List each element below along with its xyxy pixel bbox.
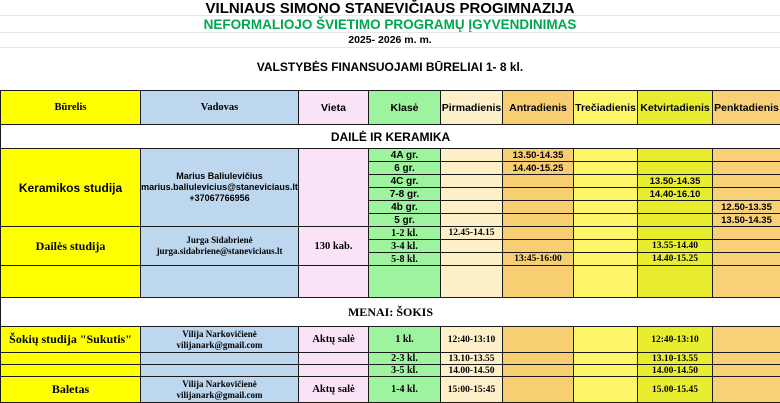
club-name-cell: Keramikos studija [1, 149, 141, 227]
time-cell-penktadienis [713, 240, 780, 253]
time-cell-pirmadienis [441, 240, 503, 253]
time-cell-antradienis: 14.40-15.25 [503, 162, 574, 175]
empty-place-cell [299, 365, 369, 377]
time-cell-penktadienis [713, 365, 780, 377]
leader-name: Vilija Narkovičienė [141, 379, 298, 390]
time-cell-ketvirtadienis: 14.40-16.10 [638, 188, 713, 201]
time-cell-treciadienis [574, 253, 638, 266]
time-cell-penktadienis: 12.50-13.35 [713, 201, 780, 214]
class-cell: 4A gr. [369, 149, 441, 162]
leader-name: Marius Baliulevičius [141, 171, 298, 182]
place-cell: Aktų salė [299, 377, 369, 403]
spacer-cell-klase [369, 266, 441, 298]
time-cell-antradienis [503, 377, 574, 403]
time-cell-pirmadienis: 13.10-13.55 [441, 353, 503, 365]
time-cell-penktadienis [713, 162, 780, 175]
section-title: DAILĖ IR KERAMIKA [1, 125, 780, 149]
class-cell: 2-3 kl. [369, 353, 441, 365]
column-header-vadovas: Vadovas [141, 91, 299, 125]
time-cell-treciadienis [574, 377, 638, 403]
time-cell-ketvirtadienis: 15.00-15.45 [638, 377, 713, 403]
time-cell-pirmadienis: 12.45-14.15 [441, 227, 503, 240]
column-header-penktadienis: Penktadienis [713, 91, 780, 125]
time-cell-ketvirtadienis [638, 227, 713, 240]
leader-cell [141, 227, 299, 266]
time-cell-treciadienis [574, 175, 638, 188]
class-cell: 3-5 kl. [369, 365, 441, 377]
class-cell: 5-8 kl. [369, 253, 441, 266]
column-header-treciadienis: Trečiadienis [574, 91, 638, 125]
spacer-cell-vadovas [141, 266, 299, 298]
time-cell-antradienis: 13.50-14.35 [503, 149, 574, 162]
time-cell-ketvirtadienis [638, 162, 713, 175]
leader-email: marius.baliulevicius@staneviciaus.lt [141, 182, 298, 193]
time-cell-treciadienis [574, 327, 638, 353]
time-cell-treciadienis [574, 365, 638, 377]
leader-email: vilijanark@gmail.com [141, 390, 298, 401]
time-cell-ketvirtadienis: 13.50-14.35 [638, 175, 713, 188]
time-cell-pirmadienis: 12:40-13:10 [441, 327, 503, 353]
time-cell-treciadienis [574, 162, 638, 175]
program-subtitle: NEFORMALIOJO ŠVIETIMO PROGRAMŲ ĮGYVENDINIMAS [0, 16, 780, 33]
time-cell-pirmadienis [441, 175, 503, 188]
school-title: VILNIAUS SIMONO STANEVIČIAUS PROGIMNAZIJA [0, 0, 780, 16]
leader-email: vilijanark@gmail.com [141, 340, 298, 351]
spacer-cell-pirmadienis [441, 266, 503, 298]
leader-cell [141, 149, 299, 227]
schedule-row [1, 327, 780, 353]
section-title: MENAI: ŠOKIS [1, 298, 780, 327]
time-cell-treciadienis [574, 149, 638, 162]
spacer-row [1, 266, 780, 298]
time-cell-antradienis [503, 175, 574, 188]
empty-place-cell [299, 353, 369, 365]
schedule-row [1, 227, 780, 240]
time-cell-penktadienis [713, 227, 780, 240]
section-title-row [1, 125, 780, 149]
class-cell: 7-8 gr. [369, 188, 441, 201]
column-header-ketvirtadienis: Ketvirtadienis [638, 91, 713, 125]
time-cell-pirmadienis [441, 214, 503, 227]
schedule-row [1, 353, 780, 365]
time-cell-penktadienis [713, 327, 780, 353]
time-cell-ketvirtadienis [638, 201, 713, 214]
class-cell: 5 gr. [369, 214, 441, 227]
leader-phone: +37067766956 [141, 193, 298, 204]
empty-club-cell [1, 353, 141, 365]
time-cell-antradienis [503, 327, 574, 353]
school-year: 2025- 2026 m. m. [0, 33, 780, 48]
spacer-cell-treciadienis [574, 266, 638, 298]
time-cell-ketvirtadienis: 14.40-15.25 [638, 253, 713, 266]
place-cell: Aktų salė [299, 327, 369, 353]
time-cell-antradienis [503, 201, 574, 214]
club-name-cell: Baletas [1, 377, 141, 403]
leader-name: Vilija Narkovičienė [141, 329, 298, 340]
column-header-vieta: Vieta [299, 91, 369, 125]
time-cell-penktadienis [713, 175, 780, 188]
column-header-klase: Klasė [369, 91, 441, 125]
time-cell-pirmadienis [441, 188, 503, 201]
leader-cell [141, 327, 299, 353]
time-cell-antradienis: 13:45-16:00 [503, 253, 574, 266]
club-name-cell: Šokių studija "Sukutis" [1, 327, 141, 353]
table-header-row [1, 91, 780, 125]
time-cell-pirmadienis [441, 253, 503, 266]
class-cell: 6 gr. [369, 162, 441, 175]
leader-name: Jurga Sidabrienė [141, 235, 298, 246]
spacer [0, 48, 780, 58]
club-name-cell: Dailės studija [1, 227, 141, 266]
place-cell: 130 kab. [299, 227, 369, 266]
time-cell-ketvirtadienis [638, 149, 713, 162]
schedule-row [1, 377, 780, 403]
time-cell-penktadienis [713, 377, 780, 403]
spacer-cell-vieta [299, 266, 369, 298]
time-cell-pirmadienis [441, 149, 503, 162]
time-cell-ketvirtadienis: 14.00-14.50 [638, 365, 713, 377]
time-cell-penktadienis: 13.50-14.35 [713, 214, 780, 227]
place-cell [299, 149, 369, 227]
time-cell-penktadienis [713, 253, 780, 266]
time-cell-pirmadienis: 15:00-15:45 [441, 377, 503, 403]
leader-email: jurga.sidabriene@staneviciaus.lt [141, 246, 298, 257]
time-cell-antradienis [503, 240, 574, 253]
time-cell-pirmadienis: 14.00-14.50 [441, 365, 503, 377]
class-cell: 1-2 kl. [369, 227, 441, 240]
schedule-table [0, 90, 780, 403]
time-cell-penktadienis [713, 149, 780, 162]
time-cell-ketvirtadienis: 13.10-13.55 [638, 353, 713, 365]
time-cell-antradienis [503, 188, 574, 201]
time-cell-treciadienis [574, 188, 638, 201]
time-cell-treciadienis [574, 353, 638, 365]
spacer [0, 76, 780, 90]
time-cell-antradienis [503, 353, 574, 365]
column-header-pirmadienis: Pirmadienis [441, 91, 503, 125]
time-cell-ketvirtadienis: 12:40-13:10 [638, 327, 713, 353]
class-cell: 1 kl. [369, 327, 441, 353]
empty-club-cell [1, 365, 141, 377]
time-cell-penktadienis [713, 353, 780, 365]
time-cell-treciadienis [574, 240, 638, 253]
time-cell-pirmadienis [441, 162, 503, 175]
schedule-row [1, 149, 780, 162]
empty-leader-cell [141, 353, 299, 365]
class-cell: 4C gr. [369, 175, 441, 188]
leader-cell [141, 377, 299, 403]
column-header-burelis: Būrelis [1, 91, 141, 125]
time-cell-ketvirtadienis [638, 214, 713, 227]
spacer-cell-burelis [1, 266, 141, 298]
table-title: VALSTYBĖS FINANSUOJAMI BŪRELIAI 1- 8 kl. [0, 58, 780, 76]
time-cell-treciadienis [574, 214, 638, 227]
class-cell: 1-4 kl. [369, 377, 441, 403]
time-cell-treciadienis [574, 227, 638, 240]
section-title-row [1, 298, 780, 327]
class-cell: 4b gr. [369, 201, 441, 214]
spacer-cell-penktadienis [713, 266, 780, 298]
empty-leader-cell [141, 365, 299, 377]
time-cell-penktadienis [713, 188, 780, 201]
time-cell-pirmadienis [441, 201, 503, 214]
column-header-antradienis: Antradienis [503, 91, 574, 125]
schedule-row [1, 365, 780, 377]
schedule-table-body [1, 91, 780, 403]
spacer-cell-antradienis [503, 266, 574, 298]
time-cell-antradienis [503, 365, 574, 377]
time-cell-antradienis [503, 227, 574, 240]
time-cell-ketvirtadienis: 13.55-14.40 [638, 240, 713, 253]
class-cell: 3-4 kl. [369, 240, 441, 253]
time-cell-antradienis [503, 214, 574, 227]
spacer-cell-ketvirtadienis [638, 266, 713, 298]
time-cell-treciadienis [574, 201, 638, 214]
